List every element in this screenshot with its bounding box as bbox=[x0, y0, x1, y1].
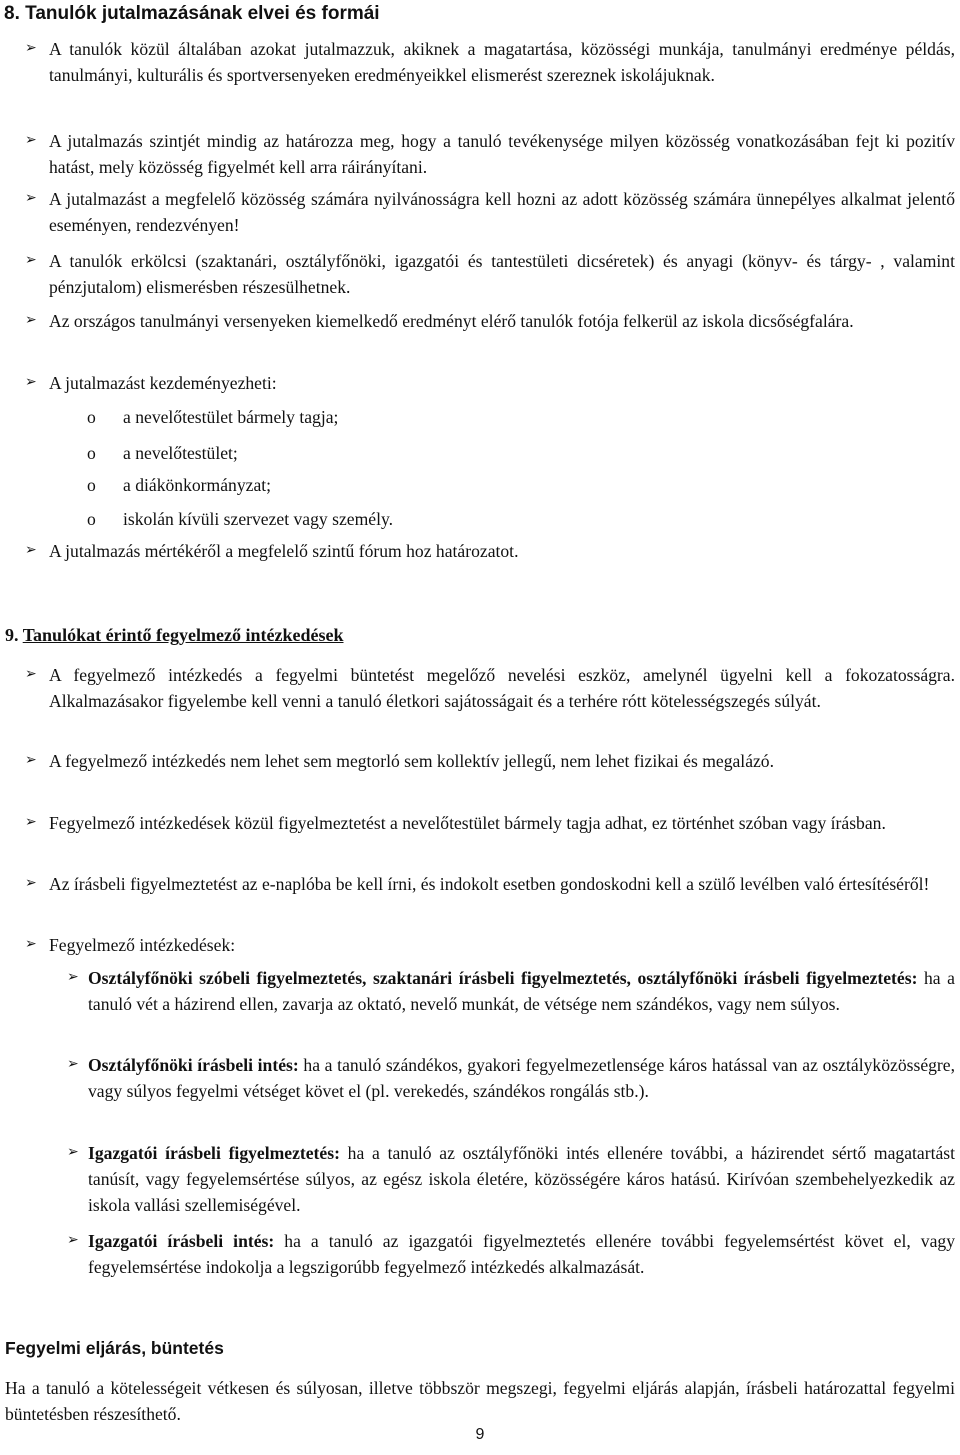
measure-text: ha a tanuló vét a házirend ellen, zavarja az oktató, nevelő munkát, de vétsége nem szándékos, vagy nem súlyos. bbox=[88, 968, 955, 1014]
sub-list-item bbox=[0, 506, 960, 532]
list-item-text: Fegyelmező intézkedések közül figyelmeztetést a nevelőtestület bármely tagja adhat, ez történhet szóban vagy írásban. bbox=[49, 813, 886, 833]
arrow-bullet-icon: ➢ bbox=[25, 253, 37, 268]
measure-item bbox=[5, 965, 955, 1017]
measure-title: Igazgatói írásbeli intés: bbox=[88, 1231, 275, 1251]
list-item bbox=[5, 308, 955, 334]
circle-bullet-icon: o bbox=[87, 475, 96, 495]
list-item-text: Fegyelmező intézkedések: bbox=[49, 935, 236, 955]
arrow-bullet-icon: ➢ bbox=[67, 1057, 79, 1072]
arrow-bullet-icon: ➢ bbox=[25, 543, 37, 558]
list-item-text: Az írásbeli figyelmeztetést az e-naplóba be kell írni, és indokolt esetben gondoskodni kell a szülő levélben való értesítéséről! bbox=[49, 874, 930, 894]
list-item-text: A jutalmazást a megfelelő közösség számára nyilvánosságra kell hozni az adott közösség számára ünnepélyes alkalmat jelentő eseményen, rendezvényen! bbox=[49, 189, 955, 235]
measure-title: Igazgatói írásbeli figyelmeztetés: bbox=[88, 1143, 340, 1163]
list-item-text: A jutalmazást kezdeményezheti: bbox=[49, 373, 277, 393]
sub-list-item-text: a nevelőtestület bármely tagja; bbox=[123, 407, 339, 427]
list-item-text: A jutalmazás mértékéről a megfelelő szintű fórum hoz határozatot. bbox=[49, 541, 519, 561]
list-item-text: A tanulók erkölcsi (szaktanári, osztályfőnöki, igazgatói és tantestületi dicséretek) és anyagi (könyv- és tárgy- , valamint pénzjutalom) elismerésben részesülhetnek. bbox=[49, 251, 955, 297]
arrow-bullet-icon: ➢ bbox=[25, 191, 37, 206]
arrow-bullet-icon: ➢ bbox=[25, 133, 37, 148]
list-item bbox=[5, 748, 955, 774]
arrow-bullet-icon: ➢ bbox=[25, 41, 37, 56]
list-item-text: A jutalmazás szintjét mindig az határozza meg, hogy a tanuló tevékenysége milyen közösség vonatkozásában fejt ki pozitív hatást, mely közösség figyelmét kell arra ráirányítani. bbox=[49, 131, 955, 177]
measure-title: Osztályfőnöki írásbeli intés: bbox=[88, 1055, 299, 1075]
sub-list-item bbox=[0, 440, 960, 466]
disciplinary-heading: Fegyelmi eljárás, büntetés bbox=[5, 1338, 224, 1358]
arrow-bullet-icon: ➢ bbox=[25, 667, 37, 682]
list-item-text: Az országos tanulmányi versenyeken kiemelkedő eredményt elérő tanulók fotója felkerül az iskola dicsőségfalára. bbox=[49, 311, 854, 331]
measure-item bbox=[5, 1140, 955, 1218]
list-item bbox=[5, 662, 955, 714]
measure-title: Osztályfőnöki szóbeli figyelmeztetés, szaktanári írásbeli figyelmeztetés, osztályfőnöki írásbeli figyelmeztetés: bbox=[88, 968, 918, 988]
arrow-bullet-icon: ➢ bbox=[25, 313, 37, 328]
section-8-heading: 8. Tanulók jutalmazásának elvei és formái bbox=[4, 3, 380, 24]
list-item-text: A fegyelmező intézkedés nem lehet sem megtorló sem kollektív jellegű, nem lehet fizikai és megalázó. bbox=[49, 751, 775, 771]
list-item-text: A fegyelmező intézkedés a fegyelmi büntetést megelőző nevelési eszköz, amelynél ügyelni kell a fokozatosságra. Alkalmazásakor figyelembe kell venni a tanuló életkori sajátosságait és a terhére rótt kötelességszegés súlyát. bbox=[49, 665, 955, 711]
section-9-title: Tanulókat érintő fegyelmező intézkedések bbox=[22, 625, 344, 645]
arrow-bullet-icon: ➢ bbox=[67, 1145, 79, 1160]
list-item bbox=[5, 871, 955, 897]
arrow-bullet-icon: ➢ bbox=[25, 815, 37, 830]
list-item bbox=[5, 370, 955, 396]
page-number: 9 bbox=[475, 1426, 485, 1443]
arrow-bullet-icon: ➢ bbox=[67, 970, 79, 985]
circle-bullet-icon: o bbox=[87, 443, 96, 463]
list-item bbox=[5, 36, 955, 88]
measure-item bbox=[5, 1052, 955, 1104]
circle-bullet-icon: o bbox=[87, 509, 96, 529]
disciplinary-paragraph: Ha a tanuló a kötelességeit vétkesen és súlyosan, illetve többször megszegi, fegyelmi eljárás alapján, írásbeli határozattal fegyelmi büntetésben részesíthető. bbox=[5, 1378, 955, 1424]
sub-list-item bbox=[0, 472, 960, 498]
measure-text: ha a tanuló szándékos, gyakori fegyelmezetlensége káros hatással van az osztályközösségre, vagy súlyos fegyelmi vétséget követ el (pl. verekedés, szándékos rongálás stb.). bbox=[88, 1055, 955, 1101]
circle-bullet-icon: o bbox=[87, 407, 96, 427]
section-9-number: 9. bbox=[5, 625, 19, 645]
arrow-bullet-icon: ➢ bbox=[25, 876, 37, 891]
sub-list-item bbox=[0, 404, 960, 430]
sub-list-item-text: iskolán kívüli szervezet vagy személy. bbox=[123, 509, 394, 529]
measure-text: ha a tanuló az igazgatói figyelmeztetés ellenére további fegyelemsértést követ el, vagy fegyelemsértése indokolja a legszigorúbb fegyelmező intézkedés alkalmazását. bbox=[88, 1231, 955, 1277]
arrow-bullet-icon: ➢ bbox=[67, 1233, 79, 1248]
arrow-bullet-icon: ➢ bbox=[25, 375, 37, 390]
arrow-bullet-icon: ➢ bbox=[25, 937, 37, 952]
list-item bbox=[5, 932, 955, 958]
list-item bbox=[5, 128, 955, 180]
measure-item bbox=[5, 1228, 955, 1280]
list-item bbox=[5, 248, 955, 300]
list-item-text: A tanulók közül általában azokat jutalmazzuk, akiknek a magatartása, közösségi munkája, tanulmányi eredménye példás, tanulmányi, kulturális és sportversenyeken eredményeikkel elismerést szereznek iskolájuknak. bbox=[49, 39, 955, 85]
section-9-heading bbox=[5, 622, 344, 648]
list-item bbox=[5, 186, 955, 238]
arrow-bullet-icon: ➢ bbox=[25, 753, 37, 768]
list-item bbox=[5, 810, 955, 836]
measure-text: ha a tanuló az osztályfőnöki intés ellenére további, a házirendet sértő magatartást tanúsít, vagy fegyelemsértése súlyos, az egész iskola életére, közösségére káros hatású. Kirívóan szembehelyezkedik az iskola vallási szellemiségével. bbox=[88, 1143, 956, 1215]
sub-list-item-text: a diákönkormányzat; bbox=[123, 475, 272, 495]
sub-list-item-text: a nevelőtestület; bbox=[123, 443, 238, 463]
list-item bbox=[5, 538, 955, 564]
